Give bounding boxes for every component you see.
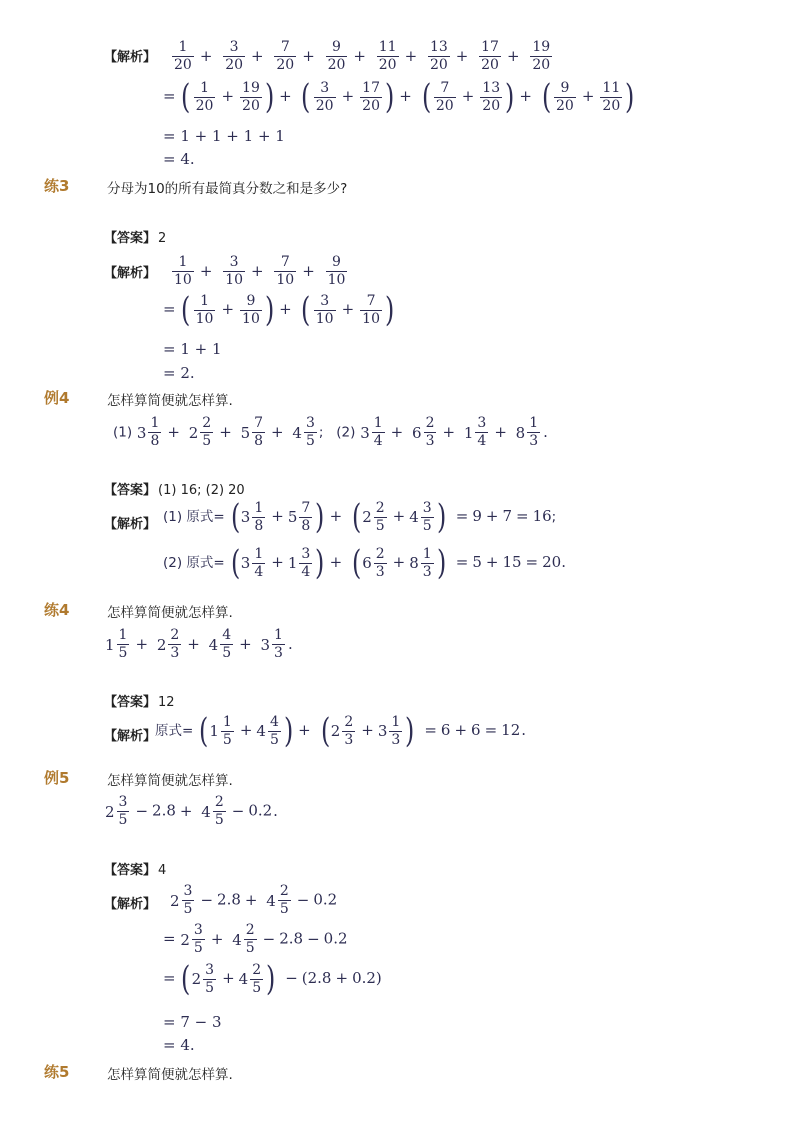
math-line: = (2 $\frac{3}{5}$ + 4 $\frac{2}{5}$ ) − (2.8 + 0.2) <box>163 959 382 999</box>
math-line: $\frac{1}{20}$ + $\frac{3}{20}$ + $\frac{7}{20}$ + $\frac{9}{20}$ + $\frac{11}{20}$ + $\frac{13}{20}$ + $\frac{17}{20}$ + $\frac{19}{20}$ <box>174 39 551 73</box>
answer-value: 4 <box>158 863 167 878</box>
math-line: = 7 − 3 <box>163 1013 222 1031</box>
math-line: = 1 + 1 <box>163 340 222 358</box>
question-text: 分母为10的所有最简真分数之和是多少? <box>107 181 348 197</box>
analysis-tag: 【解析】 <box>104 729 157 744</box>
answer-tag: 【答案】 <box>104 231 157 246</box>
math-line: = 4. <box>163 1036 195 1054</box>
exercise-label: 练3 <box>44 177 70 195</box>
answer-row <box>104 479 245 498</box>
math-line: = 2 $\frac{3}{5}$ + 4 $\frac{2}{5}$ − 2.8 − 0.2 <box>163 922 348 956</box>
analysis-tag: 【解析】 <box>104 266 157 281</box>
answer-tag: 【答案】 <box>104 695 157 710</box>
exercise-label: 练4 <box>44 601 70 619</box>
math-line: = 2. <box>163 364 195 382</box>
math-line: $\frac{1}{10}$ + $\frac{3}{10}$ + $\frac{7}{10}$ + $\frac{9}{10}$ <box>174 254 346 288</box>
math-line: = 1 + 1 + 1 + 1 <box>163 127 285 145</box>
math-line: 原式= (1 $\frac{1}{5}$ + 4 $\frac{4}{5}$ ) + (2 $\frac{2}{3}$ + 3 $\frac{1}{3}$ ) = 6 + 6 = 12. <box>155 711 527 751</box>
math-line: 1 $\frac{1}{5}$ + 2 $\frac{2}{3}$ + 4 $\frac{4}{5}$ + 3 $\frac{1}{3}$ . <box>105 627 293 661</box>
math-line: (1) 3 $\frac{1}{8}$ + 2 $\frac{2}{5}$ + 5 $\frac{7}{8}$ + 4 $\frac{3}{5}$ ; (2) 3 $\frac{1}{4}$ + 6 $\frac{2}{3}$ + 1 $\frac{3}{4}$ + 8 $\frac{1}{3}$ . <box>113 415 548 449</box>
example-label: 例4 <box>44 389 70 407</box>
math-line: (2) 原式= (3 $\frac{1}{4}$ + 1 $\frac{3}{4}$ ) + (6 $\frac{2}{3}$ + 8 $\frac{1}{3}$ ) = 5 + 15 = 20. <box>163 543 566 583</box>
analysis-tag: 【解析】 <box>104 517 157 532</box>
answer-row <box>104 691 175 710</box>
math-line: 2 $\frac{3}{5}$ − 2.8 + 4 $\frac{2}{5}$ − 0.2 <box>170 883 338 917</box>
exercise-label: 练5 <box>44 1063 70 1081</box>
math-line: = 4. <box>163 150 195 168</box>
answer-tag: 【答案】 <box>104 863 157 878</box>
analysis-tag: 【解析】 <box>104 50 157 65</box>
math-line: = ( $\frac{1}{20}$ + $\frac{19}{20}$ ) + ( $\frac{3}{20}$ + $\frac{17}{20}$ ) + ( $\frac{7}{20}$ + $\frac{13}{20}$ ) + ( $\frac{9}{20}$ + $\frac{11}{20}$ ) <box>163 77 635 117</box>
math-line: = ( $\frac{1}{10}$ + $\frac{9}{10}$ ) + ( $\frac{3}{10}$ + $\frac{7}{10}$ ) <box>163 290 395 330</box>
answer-value: 2 <box>158 231 167 246</box>
math-line: 2 $\frac{3}{5}$ − 2.8 + 4 $\frac{2}{5}$ − 0.2. <box>105 794 278 828</box>
question-text: 怎样算简便就怎样算. <box>107 773 233 789</box>
question-text: 怎样算简便就怎样算. <box>107 1067 233 1083</box>
math-line: (1) 原式= (3 $\frac{1}{8}$ + 5 $\frac{7}{8}$ ) + (2 $\frac{2}{5}$ + 4 $\frac{3}{5}$ ) = 9 + 7 = 16; <box>163 497 557 537</box>
answer-row <box>104 859 166 878</box>
question-text: 怎样算简便就怎样算. <box>107 393 233 409</box>
answer-value: (1) 16; (2) 20 <box>158 483 245 498</box>
answer-row <box>104 227 166 246</box>
question-text: 怎样算简便就怎样算. <box>107 605 233 621</box>
answer-tag: 【答案】 <box>104 483 157 498</box>
answer-value: 12 <box>158 695 175 710</box>
example-label: 例5 <box>44 769 70 787</box>
analysis-tag: 【解析】 <box>104 897 157 912</box>
